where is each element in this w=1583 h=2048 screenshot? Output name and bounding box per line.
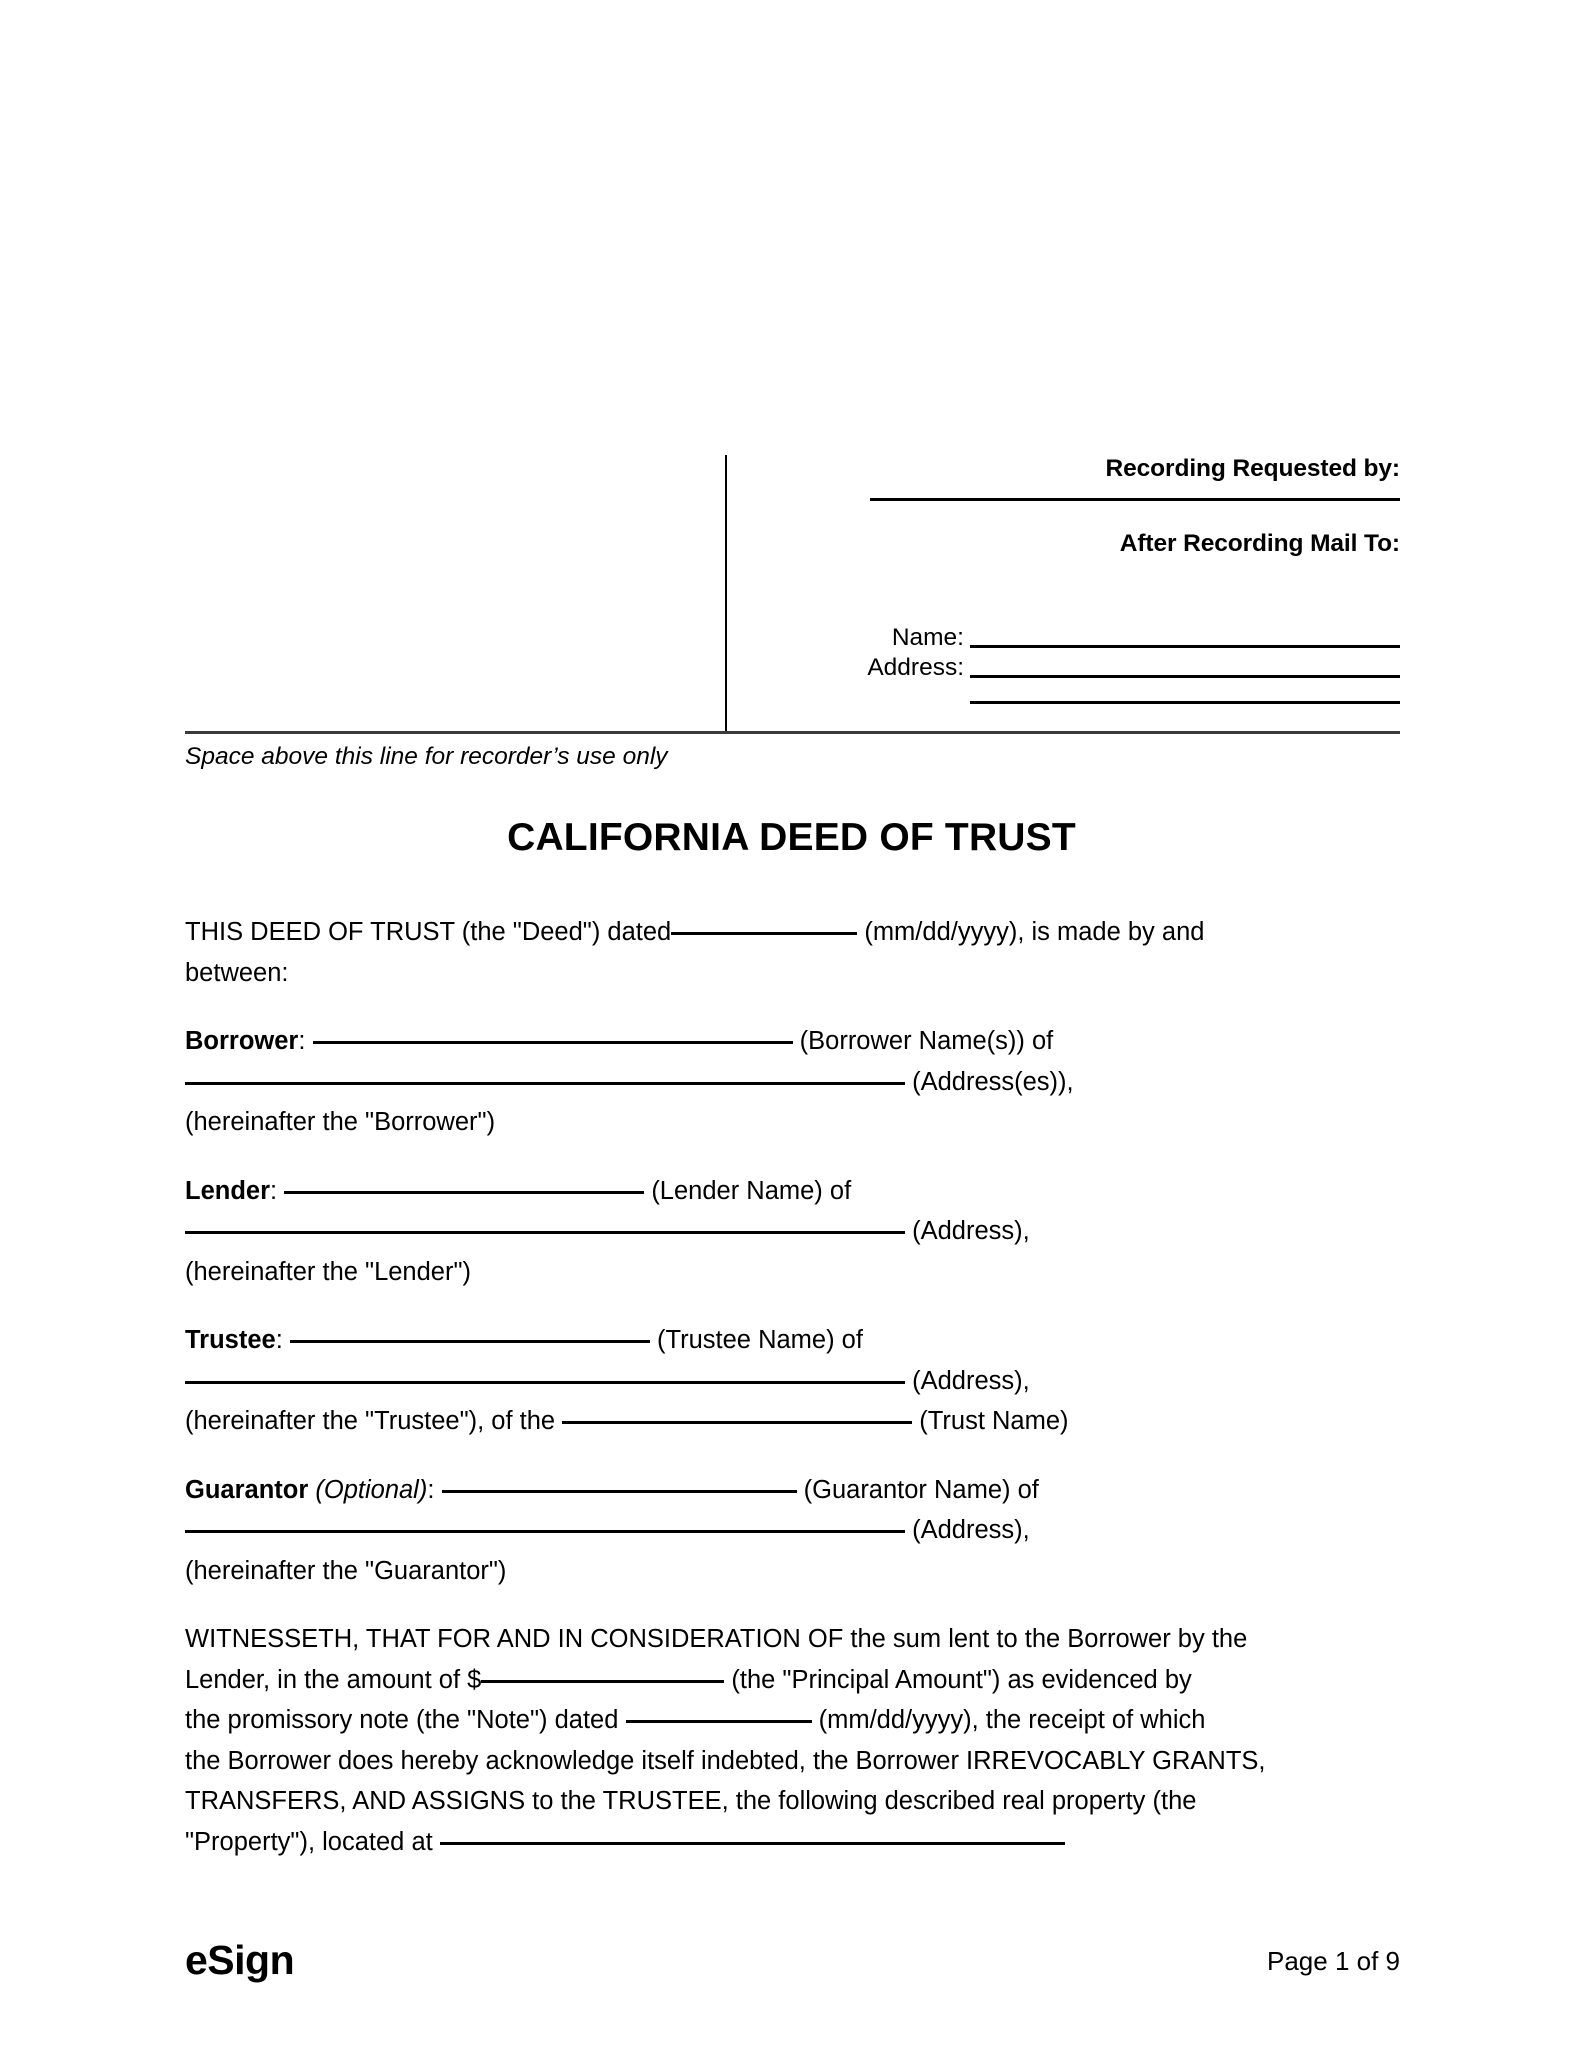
- trust-name-fill-line[interactable]: [562, 1421, 912, 1424]
- lender-line-1: [185, 1177, 851, 1205]
- witnesseth-line-5: TRANSFERS, AND ASSIGNS to the TRUSTEE, the following described real property (the: [185, 1787, 1197, 1815]
- recording-header-block: [185, 455, 1400, 733]
- lender-hereinafter: (hereinafter the "Lender"): [185, 1257, 472, 1286]
- property-location-prefix: "Property"), located at: [185, 1827, 433, 1856]
- after-recording-mail-to-label: After Recording Mail To:: [1119, 530, 1400, 558]
- principal-amount-fill-line[interactable]: [481, 1680, 724, 1683]
- guarantor-role-label: Guarantor: [185, 1475, 309, 1504]
- lender-role-label: Lender: [185, 1176, 271, 1205]
- witnesseth-paragraph: [185, 1619, 1400, 1862]
- guarantor-address-fill-line[interactable]: [185, 1530, 905, 1533]
- esign-logo: eSign: [185, 1937, 295, 1983]
- guarantor-line-2: [185, 1516, 1030, 1544]
- lender-address-fill-line[interactable]: [185, 1231, 905, 1234]
- address-continuation-fill-line[interactable]: [970, 701, 1400, 704]
- guarantor-hereinafter: (hereinafter the "Guarantor"): [185, 1556, 507, 1585]
- witnesseth-line-3: [185, 1706, 1205, 1734]
- intro-paragraph: [185, 912, 1400, 993]
- borrower-colon: :: [298, 1027, 306, 1055]
- guarantor-name-hint: (Guarantor Name) of: [803, 1475, 1039, 1504]
- trustee-hereinafter: (hereinafter the "Trustee"), of the: [185, 1407, 556, 1435]
- guarantor-paragraph: [185, 1470, 1400, 1592]
- guarantor-address-hint: (Address),: [912, 1516, 1030, 1544]
- intro-line-1: [185, 918, 1204, 946]
- document-body: [185, 912, 1400, 1890]
- page-title: CALIFORNIA DEED OF TRUST: [507, 816, 1076, 859]
- witnesseth-line-6: [185, 1828, 1065, 1856]
- recording-requested-by-label: Recording Requested by:: [1105, 455, 1400, 482]
- recording-right-column: [745, 455, 1400, 558]
- intro-line-2: between:: [185, 958, 289, 987]
- trustee-address-fill-line[interactable]: [185, 1381, 905, 1384]
- name-field-row: [745, 623, 1400, 653]
- lender-name-hint: (Lender Name) of: [651, 1176, 852, 1205]
- mail-to-fields: [745, 623, 1400, 704]
- guarantor-name-fill-line[interactable]: [442, 1490, 797, 1493]
- note-date-fill-line[interactable]: [626, 1720, 812, 1723]
- recorder-use-caption: Space above this line for recorder’s use only: [185, 743, 668, 770]
- witnesseth-line-1: WITNESSETH, THAT FOR AND IN CONSIDERATION OF the sum lent to the Borrower by the: [185, 1625, 1248, 1653]
- trustee-role-label: Trustee: [185, 1326, 276, 1354]
- recording-block-bottom-rule: [185, 731, 1400, 734]
- lender-paragraph: [185, 1171, 1400, 1293]
- borrower-hereinafter: (hereinafter the "Borrower"): [185, 1108, 496, 1136]
- lender-colon: :: [270, 1176, 278, 1205]
- principal-amount-suffix: (the "Principal Amount") as evidenced by: [731, 1665, 1192, 1694]
- borrower-role-label: Borrower: [185, 1027, 299, 1055]
- deed-date-fill-line[interactable]: [671, 932, 857, 935]
- guarantor-optional-label: (Optional): [315, 1475, 428, 1504]
- page-number: Page 1 of 9: [1267, 1945, 1400, 1976]
- address-label: Address:: [867, 653, 964, 681]
- guarantor-line-1: [185, 1476, 1039, 1504]
- address-fill-line[interactable]: [970, 675, 1400, 678]
- borrower-name-hint: (Borrower Name(s)) of: [799, 1027, 1054, 1055]
- borrower-name-fill-line[interactable]: [313, 1041, 793, 1044]
- borrower-line-1: [185, 1027, 1053, 1055]
- note-date-prefix: the promissory note (the "Note") dated: [185, 1706, 619, 1734]
- principal-amount-prefix: Lender, in the amount of $: [185, 1665, 482, 1694]
- address-field-row: [745, 653, 1400, 683]
- trustee-line-1: [185, 1326, 863, 1354]
- trustee-line-2: [185, 1367, 1030, 1395]
- name-label: Name:: [891, 624, 964, 651]
- intro-text-before-date: THIS DEED OF TRUST (the "Deed") dated: [185, 918, 672, 946]
- guarantor-colon: :: [427, 1475, 435, 1504]
- trustee-address-hint: (Address),: [912, 1366, 1030, 1395]
- borrower-address-fill-line[interactable]: [185, 1082, 905, 1085]
- borrower-address-hint: (Address(es)),: [912, 1067, 1074, 1096]
- intro-text-after-date: (mm/dd/yyyy), is made by and: [864, 918, 1205, 946]
- borrower-line-2: [185, 1068, 1074, 1096]
- page-footer: [185, 1937, 1400, 1983]
- trustee-name-hint: (Trustee Name) of: [657, 1326, 863, 1354]
- witnesseth-line-2: [185, 1666, 1192, 1694]
- trustee-line-3: [185, 1407, 1069, 1435]
- trustee-name-fill-line[interactable]: [290, 1340, 650, 1343]
- lender-address-hint: (Address),: [912, 1217, 1030, 1245]
- trustee-paragraph: [185, 1320, 1400, 1442]
- borrower-paragraph: [185, 1021, 1400, 1143]
- note-date-suffix: (mm/dd/yyyy), the receipt of which: [818, 1706, 1206, 1734]
- trustee-colon: :: [275, 1326, 283, 1354]
- witnesseth-line-4: the Borrower does hereby acknowledge itself indebted, the Borrower IRREVOCABLY GRANTS,: [185, 1746, 1266, 1775]
- lender-name-fill-line[interactable]: [284, 1191, 644, 1194]
- lender-line-2: [185, 1217, 1030, 1245]
- property-location-fill-line[interactable]: [440, 1842, 1065, 1845]
- trust-name-hint: (Trust Name): [919, 1407, 1069, 1435]
- name-fill-line[interactable]: [970, 645, 1400, 648]
- recording-block-vertical-divider: [725, 455, 727, 733]
- spacer: [745, 501, 1400, 530]
